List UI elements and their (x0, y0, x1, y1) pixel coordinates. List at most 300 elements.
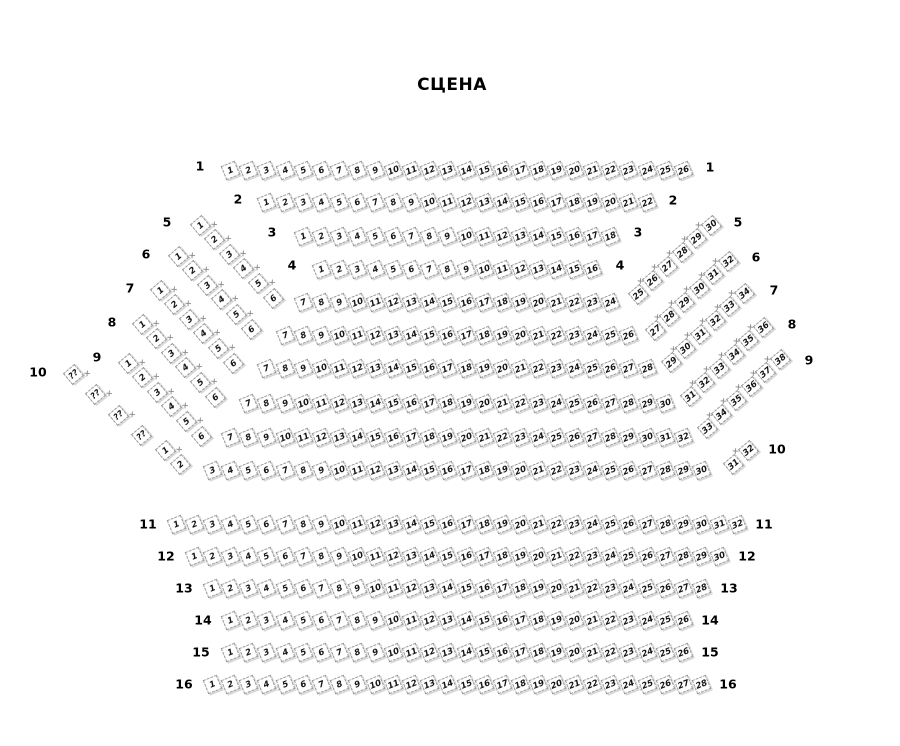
seat[interactable]: 21 × (619, 192, 639, 212)
seat[interactable]: 19 × (492, 325, 512, 345)
seat[interactable]: 20 × (529, 546, 549, 566)
seat[interactable]: 15 × (474, 610, 494, 630)
seat[interactable]: 28 (692, 674, 712, 694)
seat[interactable]: 31 × (690, 324, 711, 345)
seat[interactable]: 18 × (438, 393, 458, 413)
seat[interactable]: 25 × (601, 514, 621, 534)
seat[interactable]: 13 × (402, 292, 422, 312)
seat[interactable]: 4 × (161, 396, 182, 417)
seat[interactable]: 7 × (330, 610, 350, 630)
seat[interactable]: 15 × (438, 292, 458, 312)
seat[interactable]: 1 × (221, 610, 241, 630)
seat[interactable]: 26 × (619, 514, 639, 534)
seat[interactable]: 20 × (511, 460, 531, 480)
seat[interactable]: 13 × (330, 427, 350, 447)
seat[interactable]: 17 × (583, 226, 603, 246)
seat[interactable]: 5 × (248, 273, 269, 294)
seat[interactable]: 26 (619, 325, 639, 345)
seat[interactable]: 33 × (709, 358, 730, 379)
seat[interactable]: 37 × (755, 362, 776, 383)
seat[interactable]: 17 × (511, 642, 531, 662)
seat[interactable]: 2 × (330, 259, 350, 279)
seat[interactable]: ?? × (62, 363, 83, 384)
seat[interactable]: 8 × (348, 642, 368, 662)
seat[interactable]: 29 × (674, 292, 695, 313)
seat[interactable]: 1 × (257, 192, 277, 212)
seat[interactable]: 27 × (637, 460, 657, 480)
seat[interactable]: 4 × (257, 578, 277, 598)
seat[interactable]: 20 × (529, 292, 549, 312)
seat[interactable]: 28 × (659, 306, 680, 327)
seat[interactable]: 20 × (547, 578, 567, 598)
seat[interactable]: 24 × (583, 460, 603, 480)
seat[interactable]: 28 (637, 358, 657, 378)
seat[interactable]: 11 × (438, 192, 458, 212)
seat[interactable]: 17 × (511, 610, 531, 630)
seat[interactable]: 10 × (366, 674, 386, 694)
seat[interactable]: 19 × (529, 674, 549, 694)
seat[interactable]: 2 × (185, 514, 205, 534)
seat[interactable]: 9 × (366, 160, 386, 180)
seat[interactable]: 14 × (384, 358, 404, 378)
seat[interactable]: 32 (728, 514, 748, 534)
seat[interactable]: 24 × (547, 393, 567, 413)
seat[interactable]: 4 × (311, 192, 331, 212)
seat[interactable]: 17 × (547, 192, 567, 212)
seat[interactable]: 35 × (738, 330, 759, 351)
seat[interactable]: 7 × (311, 674, 331, 694)
seat[interactable]: 25 × (619, 546, 639, 566)
seat[interactable]: 27 × (655, 546, 675, 566)
seat[interactable]: 24 × (619, 578, 639, 598)
seat[interactable]: 26 (673, 610, 693, 630)
seat[interactable]: 19 × (547, 160, 567, 180)
seat[interactable]: 4 × (275, 610, 295, 630)
seat[interactable]: 26 × (637, 546, 657, 566)
seat[interactable]: 18 × (565, 192, 585, 212)
seat[interactable]: 3 × (330, 226, 350, 246)
seat[interactable]: 29 × (660, 351, 681, 372)
seat[interactable]: 12 × (366, 325, 386, 345)
seat[interactable]: 26 × (655, 578, 675, 598)
seat[interactable]: 12 × (402, 578, 422, 598)
seat[interactable]: 14 × (456, 610, 476, 630)
seat[interactable]: 1 × (131, 313, 152, 334)
seat[interactable]: 11 × (384, 674, 404, 694)
seat[interactable]: 4 × (348, 226, 368, 246)
seat[interactable]: 10 × (330, 325, 350, 345)
seat[interactable]: 8 × (293, 325, 313, 345)
seat[interactable]: 12 × (492, 226, 512, 246)
seat[interactable]: 7 × (293, 292, 313, 312)
seat[interactable]: 30 × (675, 338, 696, 359)
seat[interactable]: 3 × (221, 546, 241, 566)
seat[interactable]: 25 × (637, 674, 657, 694)
seat[interactable]: 5 × (330, 192, 350, 212)
seat[interactable]: 5 × (208, 338, 229, 359)
seat[interactable]: 28 × (655, 460, 675, 480)
seat[interactable]: 10 × (456, 226, 476, 246)
seat[interactable]: 6 × (257, 514, 277, 534)
seat[interactable]: 1 × (149, 279, 170, 300)
seat[interactable]: ?? × (85, 384, 106, 405)
seat[interactable]: 25 × (547, 427, 567, 447)
seat[interactable]: 16 × (402, 393, 422, 413)
seat[interactable]: 13 × (420, 674, 440, 694)
seat[interactable]: 23 × (619, 610, 639, 630)
seat[interactable]: 15 × (474, 160, 494, 180)
seat[interactable]: 14 × (456, 160, 476, 180)
seat[interactable]: 12 × (402, 674, 422, 694)
seat[interactable]: 8 × (348, 160, 368, 180)
seat[interactable]: 3 × (203, 460, 223, 480)
seat[interactable]: 2 × (164, 294, 185, 315)
seat[interactable]: 8 × (239, 427, 259, 447)
seat[interactable]: 5 × (275, 578, 295, 598)
seat[interactable]: 9 × (293, 358, 313, 378)
seat[interactable]: 25 × (655, 610, 675, 630)
seat[interactable]: 22 × (547, 460, 567, 480)
seat[interactable]: 7 × (275, 514, 295, 534)
seat[interactable]: 8 × (311, 546, 331, 566)
seat[interactable]: 27 × (673, 674, 693, 694)
seat[interactable]: 1 × (311, 259, 331, 279)
seat[interactable]: 23 × (565, 325, 585, 345)
seat[interactable]: 18 × (529, 642, 549, 662)
seat[interactable]: 22 × (511, 393, 531, 413)
seat[interactable]: 2 × (221, 578, 241, 598)
seat[interactable]: 4 × (175, 357, 196, 378)
seat[interactable]: 29 × (692, 546, 712, 566)
seat[interactable]: 2 × (239, 610, 259, 630)
seat[interactable]: 31 × (655, 427, 675, 447)
seat[interactable]: 22 × (565, 292, 585, 312)
seat[interactable]: 19 × (529, 578, 549, 598)
seat[interactable]: 3 × (257, 642, 277, 662)
seat[interactable]: 8 × (438, 259, 458, 279)
seat[interactable]: 23 × (547, 358, 567, 378)
seat[interactable]: 27 × (657, 256, 678, 277)
seat[interactable]: 3 × (239, 578, 259, 598)
seat[interactable]: 12 × (330, 393, 350, 413)
seat[interactable]: 12 × (384, 292, 404, 312)
seat[interactable]: 21 × (583, 642, 603, 662)
seat[interactable]: 15 × (366, 427, 386, 447)
seat[interactable]: 11 × (402, 610, 422, 630)
seat[interactable]: 8 × (330, 674, 350, 694)
seat[interactable]: 22 (637, 192, 657, 212)
seat[interactable]: 22 × (492, 427, 512, 447)
seat[interactable]: 30 × (637, 427, 657, 447)
seat[interactable]: 19 × (511, 292, 531, 312)
seat[interactable]: 6 (190, 425, 211, 446)
seat[interactable]: 13 × (384, 460, 404, 480)
seat[interactable]: 5 × (293, 610, 313, 630)
seat[interactable]: 16 × (474, 578, 494, 598)
seat[interactable]: 12 × (456, 192, 476, 212)
seat[interactable]: 21 × (474, 427, 494, 447)
seat[interactable]: 3 × (179, 309, 200, 330)
seat[interactable]: 6 (204, 386, 225, 407)
seat[interactable]: 25 × (565, 393, 585, 413)
seat[interactable]: 2 × (203, 546, 223, 566)
seat[interactable]: 9 × (330, 292, 350, 312)
seat[interactable]: 11 × (366, 292, 386, 312)
seat[interactable]: 3 × (257, 160, 277, 180)
seat[interactable]: 15 × (456, 674, 476, 694)
seat[interactable]: 30 (655, 393, 675, 413)
seat[interactable]: 13 × (438, 610, 458, 630)
seat[interactable]: 23 × (565, 514, 585, 534)
seat[interactable]: 4 × (275, 160, 295, 180)
seat[interactable]: 26 × (619, 460, 639, 480)
seat[interactable]: 15 × (456, 578, 476, 598)
seat[interactable]: 12 × (384, 546, 404, 566)
seat[interactable]: 18 × (474, 514, 494, 534)
seat[interactable]: 7 × (311, 578, 331, 598)
seat[interactable]: 21 × (547, 292, 567, 312)
seat[interactable]: 17 × (492, 674, 512, 694)
seat[interactable]: 33 × (719, 296, 740, 317)
seat[interactable]: 11 × (293, 427, 313, 447)
seat[interactable]: 7 × (275, 325, 295, 345)
seat[interactable]: 18 × (492, 546, 512, 566)
seat[interactable]: 10 × (384, 160, 404, 180)
seat[interactable]: 6 × (293, 578, 313, 598)
seat[interactable]: 1 × (189, 214, 210, 235)
seat[interactable]: 15 × (402, 358, 422, 378)
seat[interactable]: 21 × (583, 160, 603, 180)
seat[interactable]: 13 × (366, 358, 386, 378)
seat[interactable]: 10 × (348, 546, 368, 566)
seat[interactable]: 6 × (293, 674, 313, 694)
seat[interactable]: 11 × (311, 393, 331, 413)
seat[interactable]: 38 (770, 348, 791, 369)
seat[interactable]: 13 × (384, 514, 404, 534)
seat[interactable]: 17 × (474, 292, 494, 312)
seat[interactable]: 34 × (711, 404, 732, 425)
seat[interactable]: 3 × (161, 343, 182, 364)
seat[interactable]: 4 × (211, 289, 232, 310)
seat[interactable]: 26 (673, 160, 693, 180)
seat[interactable]: 2 (169, 453, 190, 474)
seat[interactable]: 26 × (642, 270, 663, 291)
seat[interactable]: 8 × (384, 192, 404, 212)
seat[interactable]: 28 × (655, 514, 675, 534)
seat[interactable]: 23 × (529, 393, 549, 413)
seat[interactable]: 9 × (330, 546, 350, 566)
seat[interactable]: 18 × (529, 610, 549, 630)
seat[interactable]: 19 × (474, 358, 494, 378)
seat[interactable]: 14 × (547, 259, 567, 279)
seat[interactable]: 5 × (366, 226, 386, 246)
seat[interactable]: 26 × (601, 358, 621, 378)
seat[interactable]: 9 × (366, 642, 386, 662)
seat[interactable]: 3 × (239, 674, 259, 694)
seat[interactable]: 9 × (275, 393, 295, 413)
seat[interactable]: 24 × (601, 546, 621, 566)
seat[interactable]: 4 × (193, 323, 214, 344)
seat[interactable]: 17 × (511, 160, 531, 180)
seat[interactable]: 23 × (511, 427, 531, 447)
seat[interactable]: 13 × (438, 160, 458, 180)
seat[interactable]: 22 × (565, 546, 585, 566)
seat[interactable]: 35 × (726, 390, 747, 411)
seat[interactable]: 9 × (456, 259, 476, 279)
seat[interactable]: 15 × (420, 325, 440, 345)
seat[interactable]: 21 × (565, 578, 585, 598)
seat[interactable]: 15 × (565, 259, 585, 279)
seat[interactable]: 22 × (529, 358, 549, 378)
seat[interactable]: 24 × (583, 514, 603, 534)
seat[interactable]: 9 × (402, 192, 422, 212)
seat[interactable]: 30 × (692, 514, 712, 534)
seat[interactable]: 24 (601, 292, 621, 312)
seat[interactable]: 4 × (239, 546, 259, 566)
seat[interactable]: 9 × (311, 460, 331, 480)
seat[interactable]: 8 × (348, 610, 368, 630)
seat[interactable]: 21 × (565, 674, 585, 694)
seat[interactable]: 10 × (420, 192, 440, 212)
seat[interactable]: 26 (673, 642, 693, 662)
seat[interactable]: 7 × (330, 160, 350, 180)
seat[interactable]: 2 × (311, 226, 331, 246)
seat[interactable]: 12 × (420, 642, 440, 662)
seat[interactable]: 13 × (402, 546, 422, 566)
seat[interactable]: 18 × (474, 325, 494, 345)
seat[interactable]: 32 × (694, 372, 715, 393)
seat[interactable]: 23 × (601, 674, 621, 694)
seat[interactable]: 13 × (348, 393, 368, 413)
seat[interactable]: 10 × (366, 578, 386, 598)
seat[interactable]: 13 × (474, 192, 494, 212)
seat[interactable]: 31 × (722, 453, 743, 474)
seat[interactable]: 26 × (655, 674, 675, 694)
seat[interactable]: 21 × (492, 393, 512, 413)
seat[interactable]: 27 × (673, 578, 693, 598)
seat[interactable]: 7 × (420, 259, 440, 279)
seat[interactable]: 22 × (583, 674, 603, 694)
seat[interactable]: 25 × (583, 358, 603, 378)
seat[interactable]: 11 × (330, 358, 350, 378)
seat[interactable]: 23 × (619, 642, 639, 662)
seat[interactable]: 15 × (438, 546, 458, 566)
seat[interactable]: 1 × (203, 674, 223, 694)
seat[interactable]: 13 × (384, 325, 404, 345)
seat[interactable]: 4 × (366, 259, 386, 279)
seat[interactable]: 18 × (492, 292, 512, 312)
seat[interactable]: 7 × (221, 427, 241, 447)
seat[interactable]: 24 × (529, 427, 549, 447)
seat[interactable]: 29 × (673, 514, 693, 534)
seat[interactable]: 28 (692, 578, 712, 598)
seat[interactable]: 16 × (384, 427, 404, 447)
seat[interactable]: 20 × (456, 427, 476, 447)
seat[interactable]: 6 × (275, 546, 295, 566)
seat[interactable]: 4 × (221, 460, 241, 480)
seat[interactable]: 7 × (257, 358, 277, 378)
seat[interactable]: 24 × (637, 642, 657, 662)
seat[interactable]: 10 × (348, 292, 368, 312)
seat[interactable]: 29 × (619, 427, 639, 447)
seat[interactable]: 5 × (190, 372, 211, 393)
seat[interactable]: 7 × (330, 642, 350, 662)
seat[interactable]: 19 × (492, 460, 512, 480)
seat[interactable]: 14 × (402, 325, 422, 345)
seat[interactable]: 34 (734, 282, 755, 303)
seat[interactable]: 11 × (366, 546, 386, 566)
seat[interactable]: 5 × (239, 460, 259, 480)
seat[interactable]: 36 × (741, 376, 762, 397)
seat[interactable]: 2 × (146, 328, 167, 349)
seat[interactable]: 8 × (293, 460, 313, 480)
seat[interactable]: 10 × (275, 427, 295, 447)
seat[interactable]: 3 × (257, 610, 277, 630)
seat[interactable]: 18 × (511, 578, 531, 598)
seat[interactable]: 26 × (565, 427, 585, 447)
seat[interactable]: 8 × (275, 358, 295, 378)
seat[interactable]: 11 × (402, 160, 422, 180)
seat[interactable]: 18 × (529, 160, 549, 180)
seat[interactable]: 14 × (348, 427, 368, 447)
seat[interactable]: 25 × (655, 642, 675, 662)
seat[interactable]: 23 × (619, 160, 639, 180)
seat[interactable]: 5 × (275, 674, 295, 694)
seat[interactable]: 12 × (348, 358, 368, 378)
seat[interactable]: 8 × (330, 578, 350, 598)
seat[interactable]: 15 × (384, 393, 404, 413)
seat[interactable]: 9 × (348, 674, 368, 694)
seat[interactable]: 22 × (601, 160, 621, 180)
seat[interactable]: 24 × (637, 160, 657, 180)
seat[interactable]: 12 × (366, 514, 386, 534)
seat[interactable]: 14 × (492, 192, 512, 212)
seat[interactable]: 6 (262, 287, 283, 308)
seat[interactable]: 12 × (420, 610, 440, 630)
seat[interactable]: 20 × (565, 642, 585, 662)
seat[interactable]: 2 × (239, 642, 259, 662)
seat[interactable]: 6 × (311, 642, 331, 662)
seat[interactable]: 25 × (601, 460, 621, 480)
seat[interactable]: 3 × (197, 275, 218, 296)
seat[interactable]: 5 × (257, 546, 277, 566)
seat[interactable]: 13 × (438, 642, 458, 662)
seat[interactable]: 23 × (583, 546, 603, 566)
seat[interactable]: 31 × (703, 264, 724, 285)
seat[interactable]: 20 × (474, 393, 494, 413)
seat[interactable]: 19 × (583, 192, 603, 212)
seat[interactable]: 7 × (275, 460, 295, 480)
seat[interactable]: 19 × (547, 642, 567, 662)
seat[interactable]: 6 × (311, 160, 331, 180)
seat[interactable]: 5 × (176, 411, 197, 432)
seat[interactable]: 20 × (601, 192, 621, 212)
seat[interactable]: 2 × (132, 367, 153, 388)
seat[interactable]: 14 × (402, 460, 422, 480)
seat[interactable]: 16 × (456, 546, 476, 566)
seat[interactable]: 12 × (311, 427, 331, 447)
seat[interactable]: 16 × (438, 514, 458, 534)
seat[interactable]: 6 (222, 352, 243, 373)
seat[interactable]: 32 (673, 427, 693, 447)
seat[interactable]: 9 × (311, 325, 331, 345)
seat[interactable]: 27 × (601, 393, 621, 413)
seat[interactable]: 3 × (219, 244, 240, 265)
seat[interactable]: 30 (692, 460, 712, 480)
seat[interactable]: 16 × (492, 642, 512, 662)
seat[interactable]: 17 × (438, 358, 458, 378)
seat[interactable]: 3 × (293, 192, 313, 212)
